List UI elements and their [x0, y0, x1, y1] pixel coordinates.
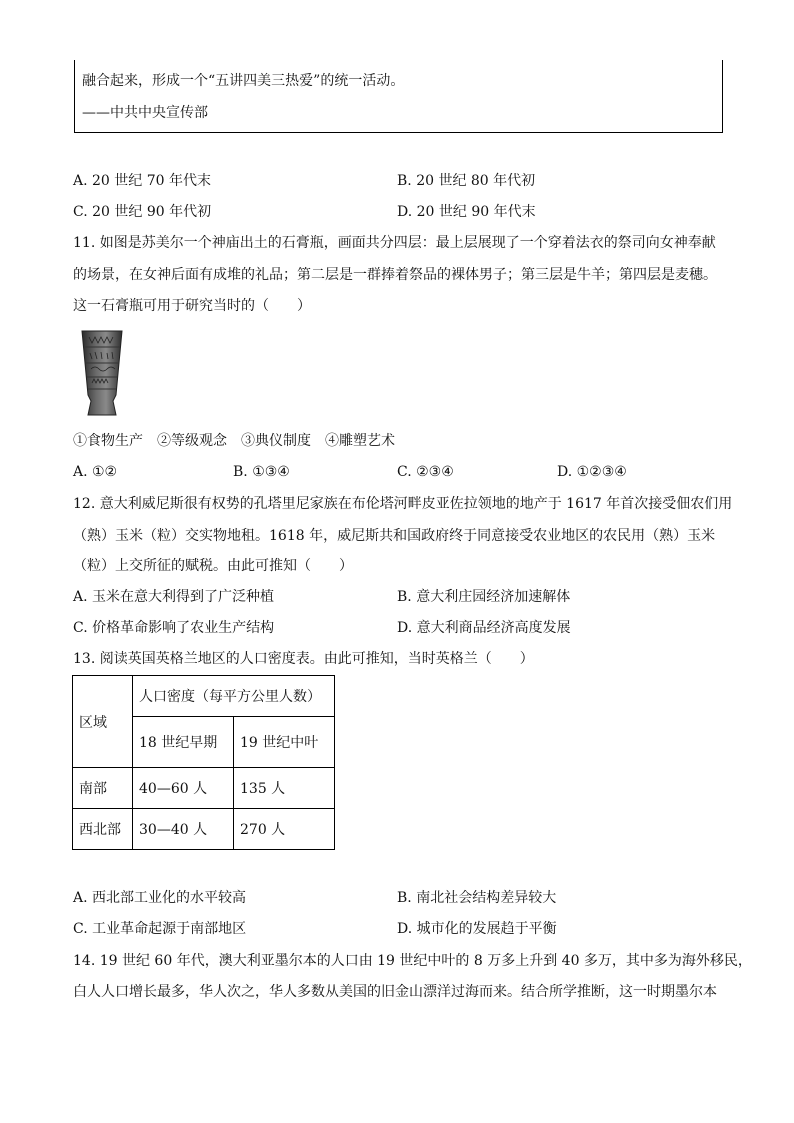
quote-line: 融合起来，形成一个“五讲四美三热爱”的统一活动。 [82, 73, 405, 89]
q12-stem-line2: （熟）玉米（粒）交实物地租。1618 年，威尼斯共和国政府终于同意接受农业地区的农民用（熟）玉米 [73, 528, 716, 544]
q14-stem-line2: 白人人口增长最多，华人次之，华人多数从美国的旧金山漂洋过海而来。结合所学推断，这一时期墨尔本 [73, 984, 717, 1000]
table-cell-value: 40—60 人 [133, 768, 234, 809]
q10-option-b[interactable]: B. 20 世纪 80 年代初 [397, 173, 536, 189]
table-row [73, 809, 335, 850]
q14-stem-line1: 14. 19 世纪 60 年代，澳大利亚墨尔本的人口由 19 世纪中叶的 8 万多上升到 40 多万，其中多为海外移民， [73, 953, 752, 969]
table-cell-value: 135 人 [234, 768, 335, 809]
q12-stem-line3: （粒）上交所征的赋税。由此可推知（ ） [73, 558, 353, 574]
table-header-density: 人口密度（每平方公里人数） [133, 676, 335, 717]
table-header-period2: 19 世纪中叶 [234, 717, 335, 768]
table-cell-region: 西北部 [73, 809, 133, 850]
q11-stem-line3: 这一石膏瓶可用于研究当时的（ ） [73, 298, 311, 314]
q11-option-c[interactable]: C. ②③④ [397, 464, 454, 480]
q12-option-d[interactable]: D. 意大利商品经济高度发展 [397, 620, 571, 636]
q12-option-b[interactable]: B. 意大利庄园经济加速解体 [397, 589, 571, 605]
q11-option-a[interactable]: A. ①② [73, 464, 118, 480]
q11-stem-line1: 11. 如图是苏美尔一个神庙出土的石膏瓶，画面共分四层：最上层展现了一个穿着法衣的祭司向女神奉献 [73, 235, 716, 251]
table-cell-value: 270 人 [234, 809, 335, 850]
q12-option-a[interactable]: A. 玉米在意大利得到了广泛种植 [73, 589, 275, 605]
q11-stem-line2: 的场景，在女神后面有成堆的礼品；第二层是一群捧着祭品的裸体男子；第三层是牛羊；第四层是麦穗。 [73, 267, 717, 283]
table-row [73, 768, 335, 809]
table-cell-value: 30—40 人 [133, 809, 234, 850]
q10-option-a[interactable]: A. 20 世纪 70 年代末 [73, 173, 211, 189]
q11-option-b[interactable]: B. ①③④ [233, 464, 290, 480]
q12-option-c[interactable]: C. 价格革命影响了农业生产结构 [73, 620, 275, 636]
q11-items: ①食物生产 ②等级观念 ③典仪制度 ④雕塑艺术 [73, 433, 395, 449]
q11-option-d[interactable]: D. ①②③④ [557, 464, 627, 480]
population-density-table [72, 675, 335, 850]
gypsum-vase-image [79, 329, 125, 417]
q13-option-d[interactable]: D. 城市化的发展趋于平衡 [397, 921, 557, 937]
q10-option-c[interactable]: C. 20 世纪 90 年代初 [73, 204, 212, 220]
table-header-region: 区域 [73, 676, 133, 768]
quote-source: ——中共中央宣传部 [82, 105, 208, 121]
q13-option-a[interactable]: A. 西北部工业化的水平较高 [73, 890, 247, 906]
table-cell-region: 南部 [73, 768, 133, 809]
table-header-period1: 18 世纪早期 [133, 717, 234, 768]
q13-option-c[interactable]: C. 工业革命起源于南部地区 [73, 921, 247, 937]
q13-option-b[interactable]: B. 南北社会结构差异较大 [397, 890, 557, 906]
q12-stem-line1: 12. 意大利威尼斯很有权势的孔塔里尼家族在布伦塔河畔皮亚佐拉领地的地产于 1617 年首次接受佃农们用 [73, 496, 733, 512]
q13-stem: 13. 阅读英国英格兰地区的人口密度表。由此可推知，当时英格兰（ ） [73, 651, 534, 667]
q10-option-d[interactable]: D. 20 世纪 90 年代末 [397, 204, 536, 220]
